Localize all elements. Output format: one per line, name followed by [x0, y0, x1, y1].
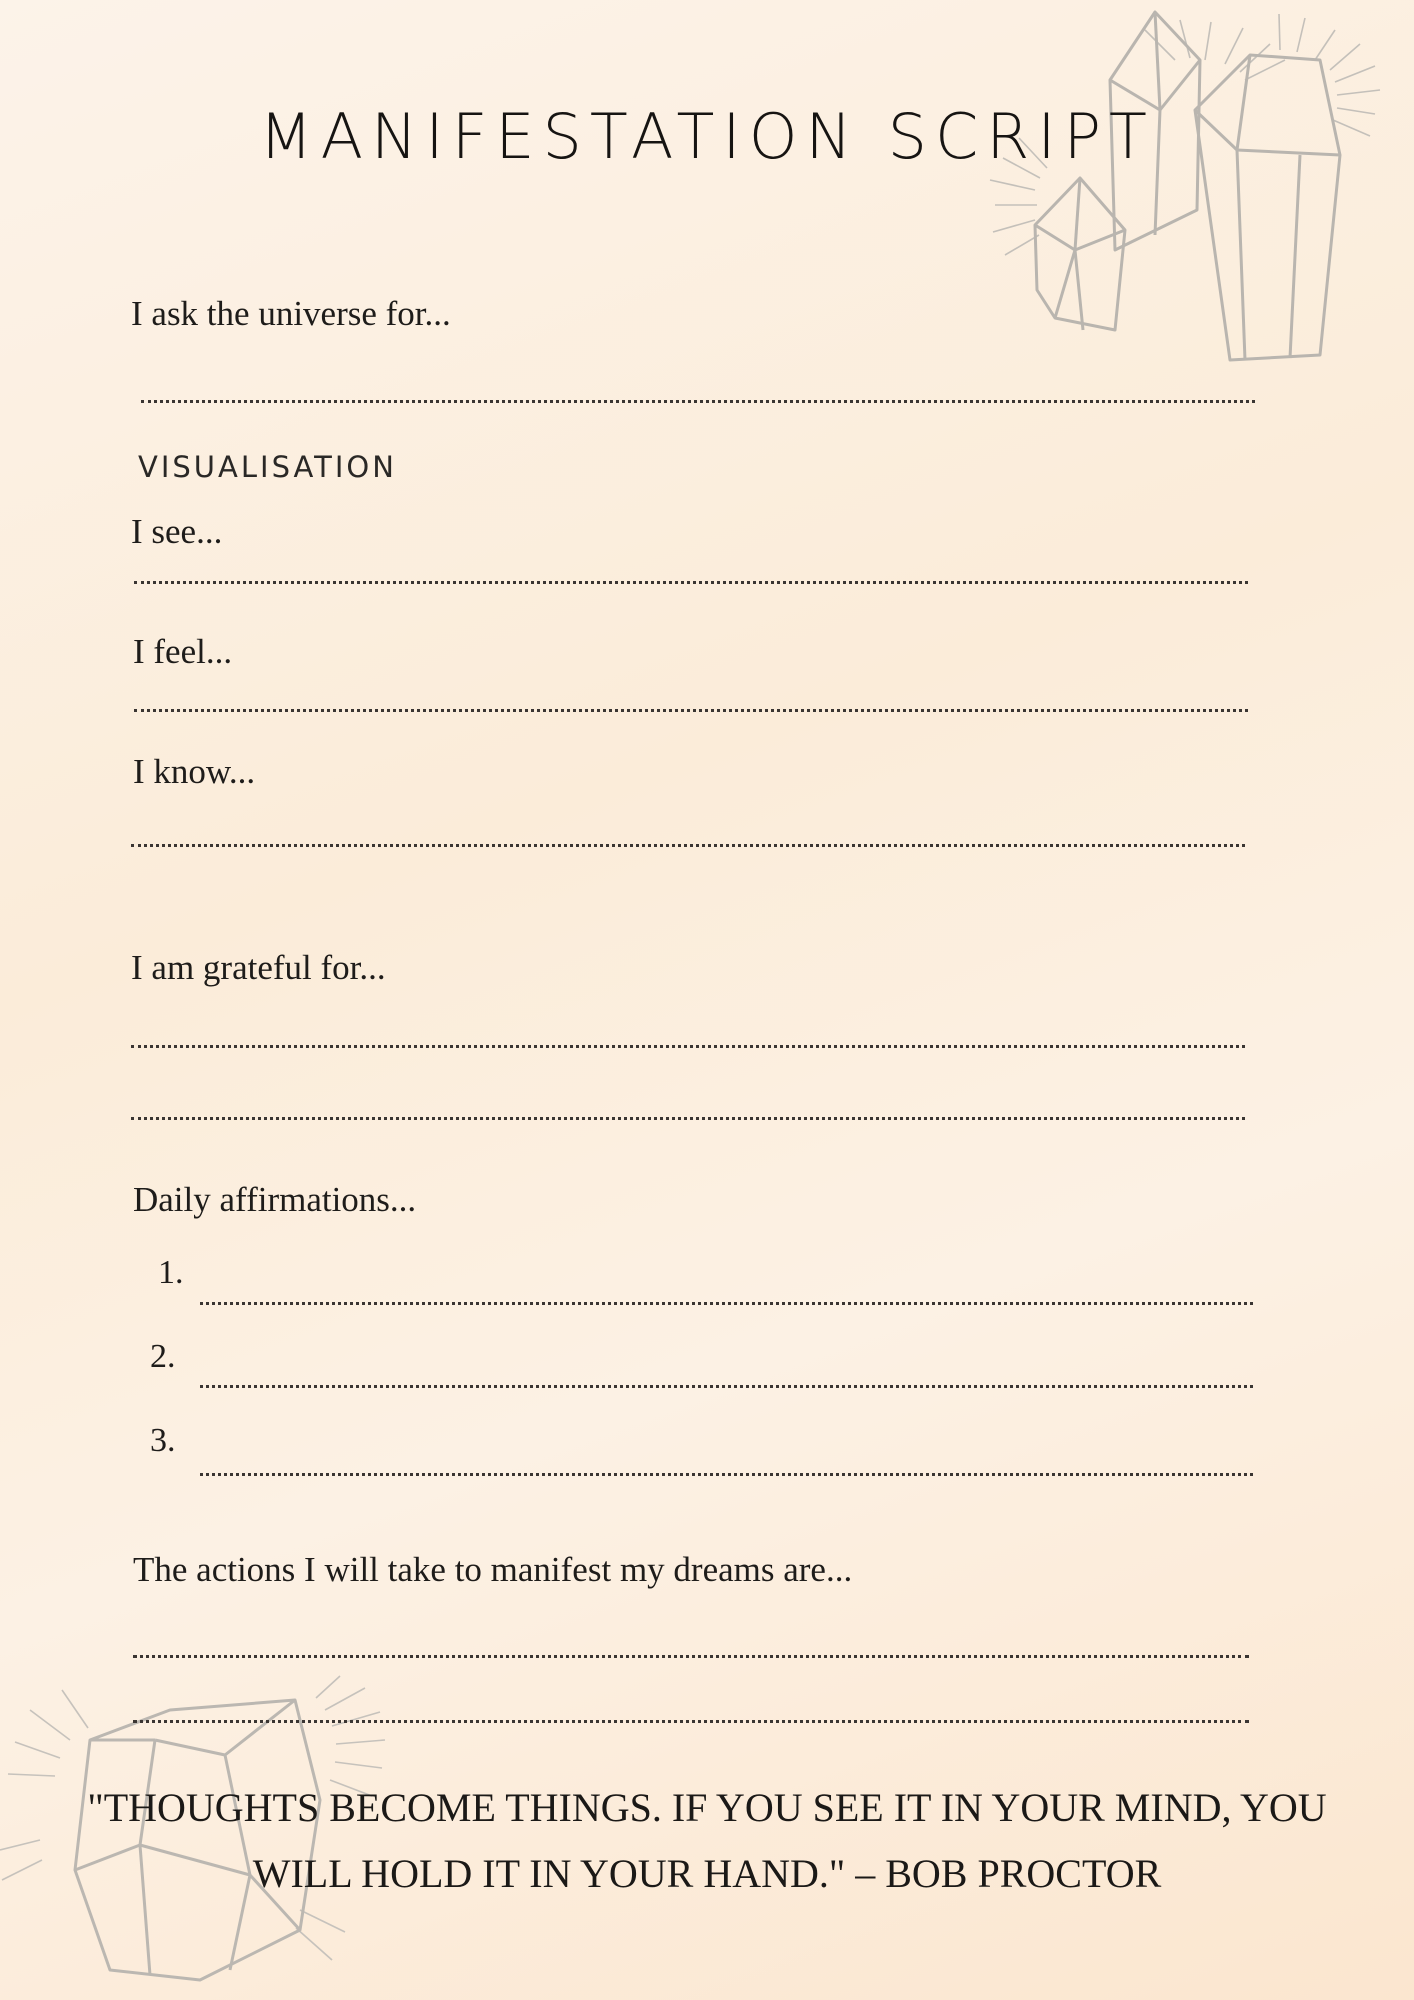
affirmation-number-3: 3. — [150, 1422, 176, 1459]
actions-answer-line-1[interactable] — [133, 1655, 1249, 1658]
grateful-prompt: I am grateful for... — [131, 948, 386, 987]
affirmation-line-1[interactable] — [200, 1302, 1253, 1305]
grateful-answer-line-2[interactable] — [131, 1117, 1245, 1120]
actions-prompt: The actions I will take to manifest my dreams are... — [133, 1550, 853, 1589]
ask-prompt: I ask the universe for... — [131, 294, 451, 333]
know-answer-line[interactable] — [131, 844, 1245, 847]
feel-answer-line[interactable] — [134, 709, 1248, 712]
grateful-answer-line-1[interactable] — [131, 1045, 1245, 1048]
affirmations-prompt: Daily affirmations... — [133, 1180, 417, 1219]
bob-proctor-quote: "THOUGHTS BECOME THINGS. IF YOU SEE IT IN YOUR MIND, YOU WILL HOLD IT IN YOUR HAND." – BOB PROCTOR — [87, 1785, 1327, 1896]
affirmation-number-1: 1. — [158, 1254, 184, 1291]
page-title: MANIFESTATION SCRIPT — [259, 100, 1155, 173]
actions-answer-line-2[interactable] — [133, 1720, 1249, 1723]
affirmation-number-2: 2. — [150, 1338, 176, 1375]
affirmation-line-2[interactable] — [200, 1385, 1253, 1388]
see-prompt: I see... — [131, 512, 223, 551]
affirmation-line-3[interactable] — [200, 1473, 1253, 1476]
visualisation-heading: VISUALISATION — [138, 450, 397, 484]
feel-prompt: I feel... — [133, 632, 233, 671]
crystal-cluster-top-right-icon — [975, 0, 1395, 380]
ask-answer-line[interactable] — [141, 400, 1255, 403]
see-answer-line[interactable] — [134, 581, 1248, 584]
know-prompt: I know... — [133, 752, 256, 791]
